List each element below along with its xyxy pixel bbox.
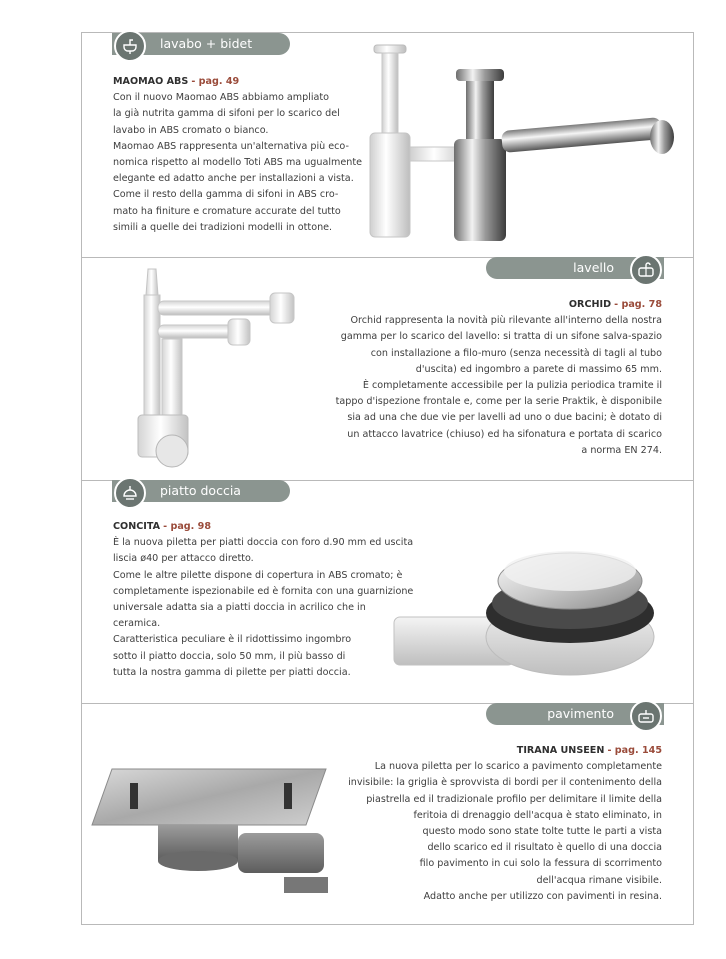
text-line: nomica rispetto al modello Toti ABS ma ugualmente (113, 157, 363, 169)
catalog-page (81, 32, 694, 925)
text-line: Orchid rappresenta la novità più rilevante all'interno della nostra (350, 315, 662, 327)
text-line: feritoia di drenaggio dell'acqua è stato eliminato, in (413, 809, 662, 821)
product-title: ORCHID (568, 299, 612, 310)
text-line: La nuova piletta per lo scarico a pavimento completamente (374, 761, 662, 773)
section-tab-label: pavimento (547, 706, 614, 721)
text-line: Maomao ABS rappresenta un'alternativa più eco- (113, 140, 349, 152)
text-line: filo pavimento in cui solo la fessura di scorrimento (419, 858, 662, 870)
product-title: MAOMAO ABS (113, 76, 189, 87)
product-title: CONCITA (113, 521, 161, 532)
page-ref: - pag. 78 (614, 299, 662, 310)
text-line: a norma EN 274. (581, 444, 662, 456)
text-line: lavabo in ABS cromato o bianco. (113, 124, 269, 136)
text-line: dell'acqua rimane visibile. (536, 874, 662, 886)
text-line: la già nutrita gamma di sifoni per lo scarico del (113, 108, 340, 120)
orchid-siphon-image (120, 265, 320, 471)
text-line: dello scarico ed il risultato è quello di una doccia (427, 842, 662, 854)
text-line: ceramica. (113, 618, 161, 630)
text-line: gamma per lo scarico del lavello: si tratta di un sifone salva-spazio (340, 331, 662, 343)
section-text-maomao (113, 74, 363, 236)
page-ref: - pag. 98 (163, 521, 211, 532)
text-line: sotto il piatto doccia, solo 50 mm, il più basso di (113, 650, 346, 662)
text-line: Come le altre pilette dispone di copertura in ABS cromato; è (113, 569, 403, 581)
text-line: Adatto anche per utilizzo con pavimenti in resina. (423, 890, 662, 902)
text-line: Caratteristica peculiare è il ridottissimo ingombro (113, 634, 352, 646)
text-line: universale adatta sia a piatti doccia in acrilico che in (113, 602, 366, 614)
text-line: tappo d'ispezione frontale e, come per la serie Praktik, è disponibile (335, 396, 662, 408)
text-line: completamente ispezionabile ed è fornita con una guarnizione (113, 585, 414, 597)
section-text-orchid (315, 297, 662, 459)
kitchen-sink-icon (630, 254, 662, 286)
text-line: Come il resto della gamma di sifoni in ABS cro- (113, 189, 339, 201)
section-tab-label: lavello (573, 260, 614, 275)
text-line: invisibile: la griglia è sprovvista di bordi per il contenimento della (348, 777, 662, 789)
page-ref: - pag. 49 (191, 76, 240, 87)
siphon-product-image (362, 39, 682, 253)
section-tab-label: lavabo + bidet (160, 36, 253, 51)
text-line: elegante ed adatto anche per installazioni a vista. (113, 173, 354, 185)
shower-icon (114, 477, 146, 509)
text-line: simili a quelle dei tradizioni modelli in ottone. (113, 221, 333, 233)
section-text-concita (113, 519, 433, 681)
text-line: piastrella ed il tradizionale profilo per delimitare il limite della (366, 793, 662, 805)
text-line: sia ad una che due vie per lavelli ad uno o due bacini; è dotato di (347, 412, 662, 424)
text-line: un attacco lavatrice (chiuso) ed ha sifonatura e portata di scarico (347, 428, 662, 440)
text-line: questo modo sono state tolte tutte le parti a vista (422, 826, 662, 838)
text-line: Con il nuovo Maomao ABS abbiamo ampliato (113, 92, 330, 104)
sink-icon (114, 30, 146, 62)
text-line: È la nuova piletta per piatti doccia con foro d.90 mm ed uscita (113, 537, 414, 549)
text-line: con installazione a filo-muro (senza necessità di tagli al tubo (370, 347, 662, 359)
shower-drain-image (390, 541, 680, 691)
text-line: d'uscita) ed ingombro a parete di massimo 65 mm. (415, 363, 662, 375)
text-line: liscia ø40 per attacco diretto. (113, 553, 254, 565)
floor-drain-icon (630, 700, 662, 732)
section-tab-label: piatto doccia (160, 483, 241, 498)
text-line: È completamente accessibile per la pulizia periodica tramite il (362, 380, 662, 392)
floor-drain-image (88, 757, 328, 897)
text-line: tutta la nostra gamma di pilette per piatti doccia. (113, 666, 351, 678)
page-ref: - pag. 145 (607, 745, 662, 756)
section-text-tirana (315, 743, 662, 905)
product-title: TIRANA UNSEEN (516, 745, 605, 756)
text-line: mato ha finiture e cromature accurate del tutto (113, 205, 341, 217)
